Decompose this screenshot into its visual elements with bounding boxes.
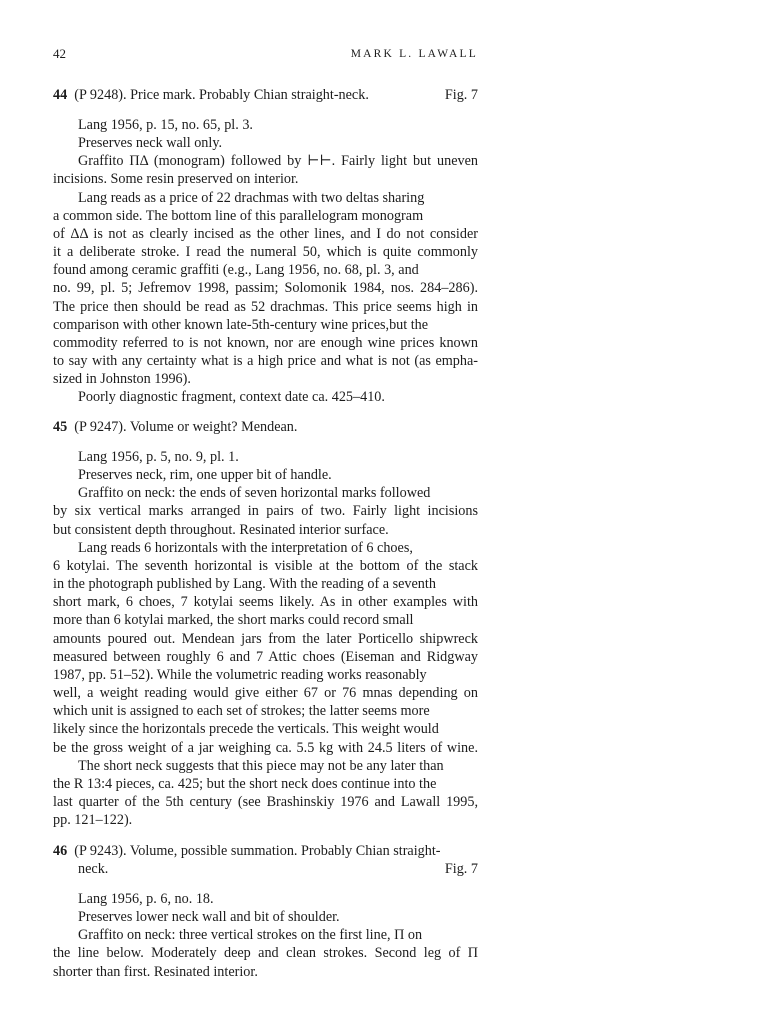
text-line: Lang 1956, p. 5, no. 9, pl. 1. (78, 449, 239, 465)
text-line: more than 6 kotylai marked, the short marks could record small (53, 612, 414, 629)
text-line: Graffito on neck: the ends of seven horizontal marks followed (78, 485, 431, 502)
entry-body (53, 116, 478, 407)
figure-reference: Fig. 7 (444, 87, 478, 103)
entry-heading (53, 418, 478, 436)
catalog-entry-45 (53, 418, 478, 829)
figure-reference: Fig. 7 (444, 861, 478, 877)
text-line: sized in Johnston 1996). (53, 371, 191, 388)
text-line: of ΔΔ is not as clearly incised as the other lines, and I do not consider (53, 225, 478, 242)
text-line: commodity referred to is not known, nor are enough wine prices known (53, 334, 478, 351)
entry-heading (53, 842, 478, 878)
text-line: likely since the horizontals precede the verticals. This weight would (53, 721, 439, 738)
text-line: Preserves neck wall only. (78, 135, 223, 152)
entry-heading (53, 86, 478, 104)
text-line: but consistent depth throughout. Resinated interior surface. (53, 521, 389, 538)
entry-heading-continuation: neck. (78, 861, 109, 877)
text-line: Graffito on neck: three vertical strokes on the first line, Π on (78, 927, 423, 944)
text-line: Lang reads 6 horizontals with the interpretation of 6 choes, (78, 539, 413, 556)
text-line: well, a weight reading would give either 67 or 76 mnas depending on (53, 685, 478, 702)
text-line: Lang 1956, p. 6, no. 18. (78, 891, 214, 907)
page-number: 42 (53, 46, 66, 61)
text-line: a common side. The bottom line of this parallelogram monogram (53, 207, 424, 224)
text-line: incisions. Some resin preserved on interior. (53, 171, 299, 188)
text-line: the R 13:4 pieces, ca. 425; but the short neck does continue into the (53, 775, 437, 792)
text-line: short mark, 6 choes, 7 kotylai seems likely. As in other examples with (53, 594, 478, 611)
text-line: it a deliberate stroke. I read the numeral 50, which is quite commonly (53, 244, 478, 261)
text-line: to say with any certainty what is a high price and what is not (as empha- (53, 353, 478, 370)
text-line: be the gross weight of a jar weighing ca. 5.5 kg with 24.5 liters of wine. (53, 739, 478, 756)
text-line: Poorly diagnostic fragment, context date ca. 425–410. (78, 389, 385, 406)
text-line: no. 99, pl. 5; Jefremov 1998, passim; Solomonik 1984, nos. 284–286). (53, 280, 478, 297)
text-line: in the photograph published by Lang. With the reading of a seventh (53, 576, 436, 593)
entry-heading-text: (P 9248). Price mark. Probably Chian straight-neck. (74, 87, 369, 103)
entry-number: 46 (53, 843, 68, 859)
text-line: The price then should be read as 52 drachmas. This price seems high in (53, 298, 478, 315)
entry-number: 44 (53, 87, 68, 103)
text-line: found among ceramic graffiti (e.g., Lang 1956, no. 68, pl. 3, and (53, 262, 419, 279)
text-line: 1987, pp. 51–52). While the volumetric reading works reasonably (53, 666, 427, 683)
text-line: shorter than first. Resinated interior. (53, 963, 258, 980)
catalog-entry-46 (53, 842, 478, 981)
entry-body (53, 448, 478, 829)
text-line: Preserves lower neck wall and bit of shoulder. (78, 909, 340, 926)
text-line: last quarter of the 5th century (see Brashinskiy 1976 and Lawall 1995, (53, 793, 478, 810)
running-head: MARK L. LAWALL (350, 48, 478, 60)
text-line: 6 kotylai. The seventh horizontal is visible at the bottom of the stack (53, 557, 478, 574)
entry-heading-text: (P 9243). Volume, possible summation. Probably Chian straight- (74, 843, 441, 859)
entry-body (53, 890, 478, 981)
text-line: the line below. Moderately deep and clean strokes. Second leg of Π (53, 945, 478, 962)
text-line: Preserves neck, rim, one upper bit of handle. (78, 467, 332, 484)
text-line: Lang 1956, p. 15, no. 65, pl. 3. (78, 117, 253, 133)
text-line: by six vertical marks arranged in pairs of two. Fairly light incisions (53, 503, 478, 520)
text-line: amounts poured out. Mendean jars from the later Porticello shipwreck (53, 630, 478, 647)
text-line: comparison with other known late-5th-century wine prices,but the (53, 316, 429, 333)
text-line: The short neck suggests that this piece may not be any later than (78, 757, 444, 774)
entry-heading-text: (P 9247). Volume or weight? Mendean. (74, 419, 298, 435)
text-line: pp. 121–122). (53, 812, 133, 829)
catalog-entry-44 (53, 86, 478, 407)
text-line: Lang reads as a price of 22 drachmas with two deltas sharing (78, 189, 425, 206)
text-line: measured between roughly 6 and 7 Attic choes (Eiseman and Ridgway (53, 648, 478, 665)
text-line: which unit is assigned to each set of strokes; the latter seems more (53, 703, 430, 720)
text-line: Graffito ΠΔ (monogram) followed by ⊢⊢. Fairly light but uneven (78, 153, 478, 170)
entry-number: 45 (53, 419, 68, 435)
